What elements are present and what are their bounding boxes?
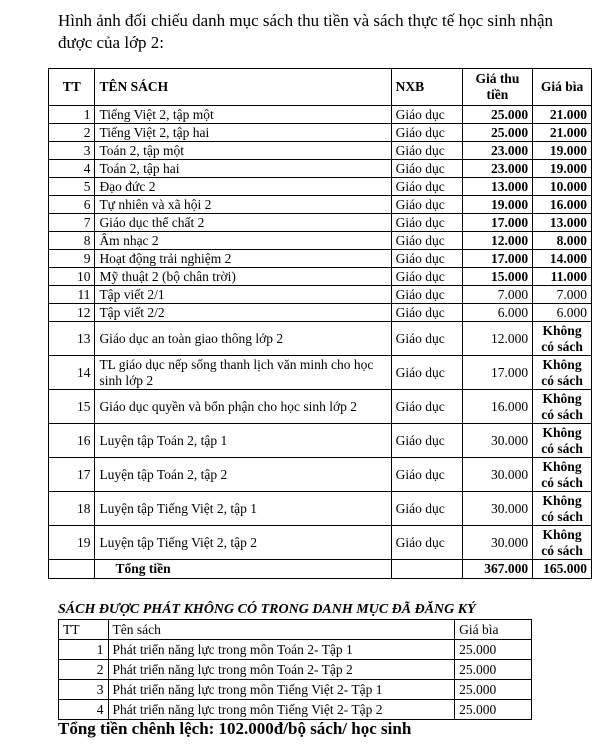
total-cover: 165.000 <box>533 560 592 579</box>
row-tt: 12 <box>49 304 95 322</box>
row-book-name: Luyện tập Toán 2, tập 1 <box>95 424 391 458</box>
row-cover-price: 13.000 <box>533 214 592 232</box>
row-fee-price: 25.000 <box>462 106 533 124</box>
extra-table-row <box>59 680 532 700</box>
header-tt: TT <box>49 69 95 106</box>
row-book-name: Luyện tập Tiếng Việt 2, tập 2 <box>95 526 391 560</box>
row-cover-price: 14.000 <box>533 250 592 268</box>
row-book-name: Luyện tập Toán 2, tập 2 <box>95 458 391 492</box>
row-publisher: Giáo dục <box>391 286 462 304</box>
table-row <box>49 142 592 160</box>
row-tt: 7 <box>49 214 95 232</box>
row-cover-price: 21.000 <box>533 106 592 124</box>
row-fee-price: 15.000 <box>462 268 533 286</box>
extra-books-heading: SÁCH ĐƯỢC PHÁT KHÔNG CÓ TRONG DANH MỤC ĐÃ ĐĂNG KÝ <box>58 602 476 617</box>
header-publisher: NXB <box>391 69 462 106</box>
row-publisher: Giáo dục <box>391 232 462 250</box>
row-publisher: Giáo dục <box>391 458 462 492</box>
row-tt: 8 <box>49 232 95 250</box>
row-fee-price: 12.000 <box>462 322 533 356</box>
row-publisher: Giáo dục <box>391 322 462 356</box>
row-cover-price: 10.000 <box>533 178 592 196</box>
row-book-name: Tiếng Việt 2, tập hai <box>95 124 391 142</box>
extra-row-cover: 25.000 <box>455 700 532 720</box>
row-fee-price: 30.000 <box>462 526 533 560</box>
row-fee-price: 30.000 <box>462 424 533 458</box>
row-tt: 10 <box>49 268 95 286</box>
total-fee: 367.000 <box>462 560 533 579</box>
extra-row-name: Phát triển năng lực trong môn Tiếng Việt 2- Tập 1 <box>108 680 455 700</box>
row-tt: 17 <box>49 458 95 492</box>
row-fee-price: 30.000 <box>462 458 533 492</box>
row-publisher: Giáo dục <box>391 196 462 214</box>
row-cover-price: 8.000 <box>533 232 592 250</box>
extra-row-tt: 4 <box>59 700 109 720</box>
row-book-name: Hoạt động trải nghiệm 2 <box>95 250 391 268</box>
row-cover-price: 11.000 <box>533 268 592 286</box>
table-row <box>49 160 592 178</box>
row-book-name: Mỹ thuật 2 (bộ chân trời) <box>95 268 391 286</box>
table-row <box>49 124 592 142</box>
row-book-name: Tập viết 2/2 <box>95 304 391 322</box>
row-fee-price: 30.000 <box>462 492 533 526</box>
table-row <box>49 196 592 214</box>
row-tt: 14 <box>49 356 95 390</box>
table-row <box>49 390 592 424</box>
row-book-name: TL giáo dục nếp sống thanh lịch văn minh cho học sinh lớp 2 <box>95 356 391 390</box>
table-row <box>49 492 592 526</box>
row-tt: 6 <box>49 196 95 214</box>
row-publisher: Giáo dục <box>391 390 462 424</box>
row-fee-price: 16.000 <box>462 390 533 424</box>
header-fee-price: Giá thu tiền <box>462 69 533 106</box>
row-fee-price: 17.000 <box>462 214 533 232</box>
row-book-name: Âm nhạc 2 <box>95 232 391 250</box>
row-cover-price: Không có sách <box>533 526 592 560</box>
row-book-name: Luyện tập Tiếng Việt 2, tập 1 <box>95 492 391 526</box>
row-cover-price: 19.000 <box>533 160 592 178</box>
row-fee-price: 17.000 <box>462 356 533 390</box>
table-row <box>49 268 592 286</box>
row-cover-price: 21.000 <box>533 124 592 142</box>
row-cover-price: Không có sách <box>533 390 592 424</box>
row-publisher: Giáo dục <box>391 492 462 526</box>
row-cover-price: 19.000 <box>533 142 592 160</box>
row-publisher: Giáo dục <box>391 142 462 160</box>
row-fee-price: 25.000 <box>462 124 533 142</box>
row-tt: 2 <box>49 124 95 142</box>
row-book-name: Toán 2, tập một <box>95 142 391 160</box>
table-header-row <box>49 69 592 106</box>
table-row <box>49 526 592 560</box>
row-tt: 11 <box>49 286 95 304</box>
extra-row-cover: 25.000 <box>455 660 532 680</box>
book-fee-table <box>48 68 592 579</box>
row-tt: 5 <box>49 178 95 196</box>
row-publisher: Giáo dục <box>391 268 462 286</box>
row-cover-price: Không có sách <box>533 356 592 390</box>
extra-row-name: Phát triển năng lực trong môn Tiếng Việt 2- Tập 2 <box>108 700 455 720</box>
extra-header-row <box>59 620 532 640</box>
extra-table-row <box>59 700 532 720</box>
row-publisher: Giáo dục <box>391 526 462 560</box>
intro-text: Hình ảnh đối chiếu danh mục sách thu tiền và sách thực tế học sinh nhận được của lớp 2: <box>58 11 554 52</box>
extra-table-row <box>59 660 532 680</box>
total-row <box>49 560 592 579</box>
row-cover-price: 6.000 <box>533 304 592 322</box>
extra-table-row <box>59 640 532 660</box>
header-book-name: TÊN SÁCH <box>95 69 391 106</box>
table-row <box>49 250 592 268</box>
extra-row-tt: 2 <box>59 660 109 680</box>
row-book-name: Giáo dục quyền và bổn phận cho học sinh lớp 2 <box>95 390 391 424</box>
row-tt: 15 <box>49 390 95 424</box>
row-publisher: Giáo dục <box>391 106 462 124</box>
row-publisher: Giáo dục <box>391 250 462 268</box>
row-publisher: Giáo dục <box>391 304 462 322</box>
row-tt: 1 <box>49 106 95 124</box>
table-row <box>49 178 592 196</box>
row-fee-price: 13.000 <box>462 178 533 196</box>
row-publisher: Giáo dục <box>391 424 462 458</box>
extra-row-name: Phát triển năng lực trong môn Toán 2- Tập 1 <box>108 640 455 660</box>
row-cover-price: 16.000 <box>533 196 592 214</box>
table-row <box>49 304 592 322</box>
header-cover-price: Giá bìa <box>533 69 592 106</box>
table-row <box>49 106 592 124</box>
row-fee-price: 23.000 <box>462 160 533 178</box>
row-fee-price: 19.000 <box>462 196 533 214</box>
row-fee-price: 23.000 <box>462 142 533 160</box>
extra-row-cover: 25.000 <box>455 680 532 700</box>
row-book-name: Toán 2, tập hai <box>95 160 391 178</box>
row-tt: 19 <box>49 526 95 560</box>
total-label: Tổng tiền <box>95 560 391 579</box>
table-row <box>49 214 592 232</box>
row-tt: 3 <box>49 142 95 160</box>
row-tt: 4 <box>49 160 95 178</box>
row-fee-price: 17.000 <box>462 250 533 268</box>
extra-header-tt: TT <box>59 620 109 640</box>
extra-books-table <box>58 619 532 720</box>
extra-row-name: Phát triển năng lực trong môn Toán 2- Tập 2 <box>108 660 455 680</box>
total-difference: Tổng tiền chênh lệch: 102.000đ/bộ sách/ học sinh <box>58 719 412 738</box>
row-book-name: Tự nhiên và xã hội 2 <box>95 196 391 214</box>
row-cover-price: 7.000 <box>533 286 592 304</box>
extra-header-cover: Giá bìa <box>455 620 532 640</box>
row-book-name: Đạo đức 2 <box>95 178 391 196</box>
row-tt: 18 <box>49 492 95 526</box>
table-row <box>49 424 592 458</box>
row-tt: 13 <box>49 322 95 356</box>
table-row <box>49 322 592 356</box>
row-book-name: Giáo dục an toàn giao thông lớp 2 <box>95 322 391 356</box>
row-publisher: Giáo dục <box>391 214 462 232</box>
row-tt: 16 <box>49 424 95 458</box>
row-fee-price: 6.000 <box>462 304 533 322</box>
extra-row-tt: 1 <box>59 640 109 660</box>
row-publisher: Giáo dục <box>391 160 462 178</box>
row-book-name: Giáo dục thể chất 2 <box>95 214 391 232</box>
extra-header-name: Tên sách <box>108 620 455 640</box>
row-cover-price: Không có sách <box>533 458 592 492</box>
row-publisher: Giáo dục <box>391 124 462 142</box>
row-publisher: Giáo dục <box>391 356 462 390</box>
row-cover-price: Không có sách <box>533 424 592 458</box>
row-book-name: Tiếng Việt 2, tập một <box>95 106 391 124</box>
row-cover-price: Không có sách <box>533 322 592 356</box>
table-row <box>49 286 592 304</box>
row-book-name: Tập viết 2/1 <box>95 286 391 304</box>
table-row <box>49 356 592 390</box>
extra-row-tt: 3 <box>59 680 109 700</box>
row-tt: 9 <box>49 250 95 268</box>
extra-row-cover: 25.000 <box>455 640 532 660</box>
row-fee-price: 12.000 <box>462 232 533 250</box>
table-row <box>49 232 592 250</box>
row-cover-price: Không có sách <box>533 492 592 526</box>
row-fee-price: 7.000 <box>462 286 533 304</box>
row-publisher: Giáo dục <box>391 178 462 196</box>
table-row <box>49 458 592 492</box>
